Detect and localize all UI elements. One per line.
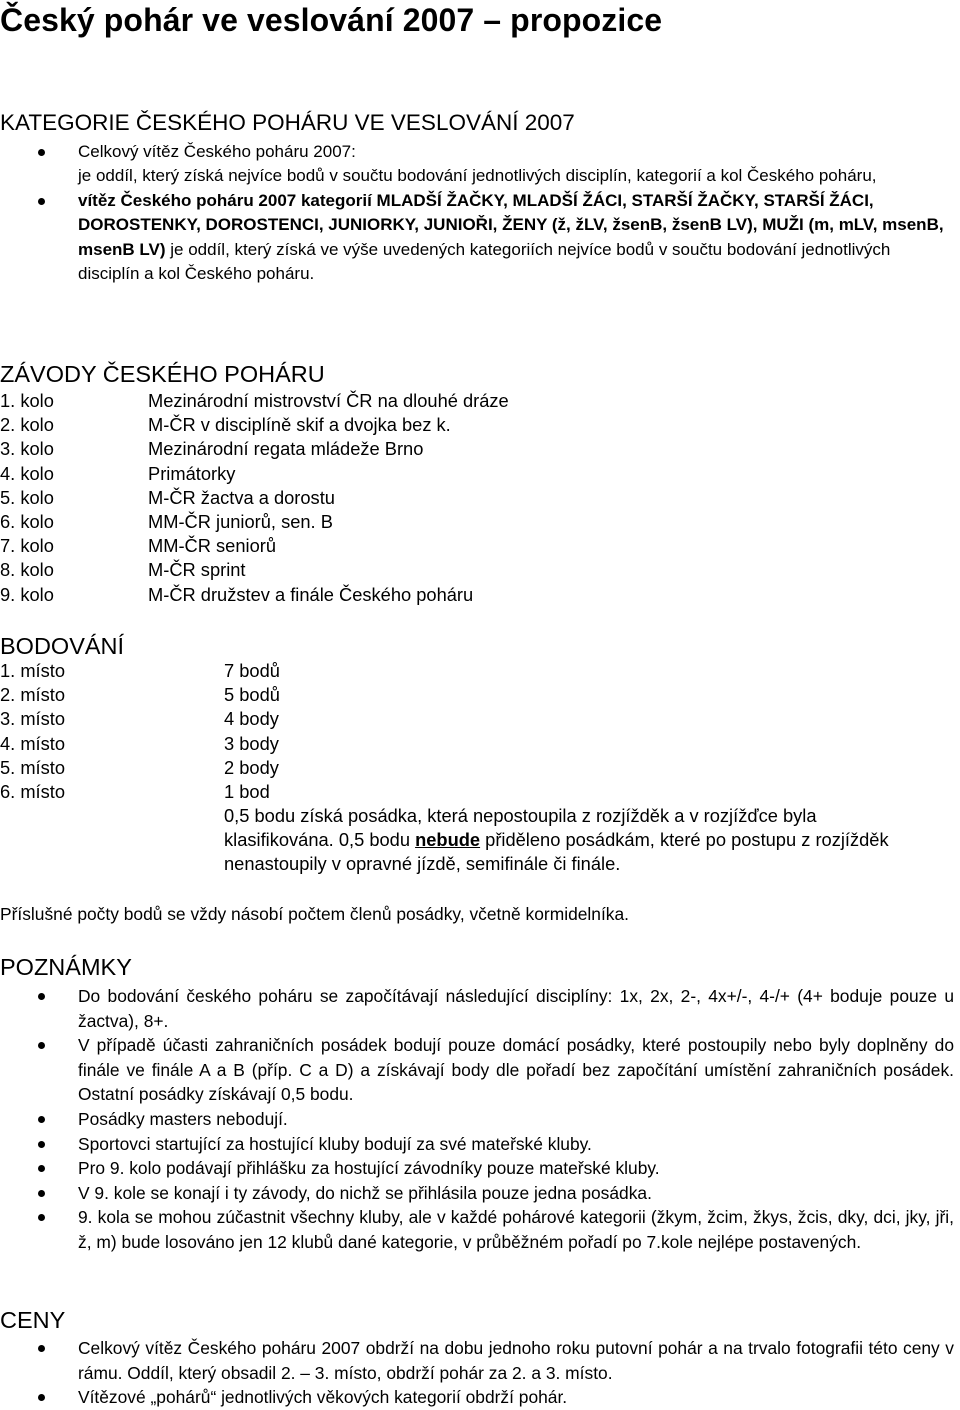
section-heading-poznamky: POZNÁMKY — [0, 954, 132, 980]
list-item — [0, 1181, 960, 1206]
place: 6. místo — [0, 780, 66, 802]
list-item — [0, 1336, 960, 1385]
round-number: 2. kolo — [0, 414, 54, 436]
list-item — [0, 1385, 960, 1410]
half-point-note — [224, 804, 924, 877]
points: 5 bodů — [224, 684, 280, 706]
place: 3. místo — [0, 708, 66, 730]
list-item — [0, 1132, 960, 1157]
bullet-icon — [38, 1042, 45, 1049]
bullet-icon — [38, 1165, 45, 1172]
bullet-icon — [38, 1214, 45, 1221]
ceny-list — [0, 1336, 960, 1410]
bullet-icon — [38, 993, 45, 1000]
bullet-icon — [38, 1345, 45, 1352]
note-item-text: Do bodování českého poháru se započítávají následující disciplíny: 1x, 2x, 2-, 4x+/-, 4-/+ (4+ boduje pouze u žactva), 8+. — [78, 986, 954, 1031]
points: 7 bodů — [224, 660, 280, 681]
list-item — [0, 1205, 960, 1254]
race-name: MM-ČR juniorů, sen. B — [148, 510, 333, 532]
prize-item-text: Vítězové „pohárů“ jednotlivých věkových kategorií obdrží pohár. — [78, 1387, 568, 1408]
points: 4 body — [224, 708, 279, 730]
round-number: 9. kolo — [0, 583, 54, 605]
section-heading-bodovani: BODOVÁNÍ — [0, 633, 125, 659]
place: 4. místo — [0, 732, 66, 754]
round-number: 6. kolo — [0, 510, 54, 532]
page-title: Český pohár ve veslování 2007 – propozice — [0, 2, 663, 38]
prize-item-text: Celkový vítěz Českého poháru 2007 obdrží na dobu jednoho roku putovní pohár a na trvalo fotografii této ceny v rámu. Oddíl, který obsadil 2. – 3. místo, obdrží pohár za 2. a 3. místo. — [78, 1338, 954, 1383]
list-item — [0, 984, 960, 1033]
section-heading-zavody: ZÁVODY ČESKÉHO POHÁRU — [0, 361, 325, 387]
multiply-rule: Příslušné počty bodů se vždy násobí počtem členů posádky, včetně kormidelníka. — [0, 904, 629, 924]
points: 2 body — [224, 756, 279, 778]
race-name: M-ČR družstev a finále Českého poháru — [148, 583, 474, 605]
bullet-icon — [38, 149, 45, 156]
overall-winner-title: Celkový vítěz Českého poháru 2007 — [78, 142, 352, 161]
race-name: Mezinárodní regata mládeže Brno — [148, 438, 424, 460]
note-item-text: Posádky masters nebodují. — [78, 1108, 288, 1129]
note-item-text: V případě účasti zahraničních posádek bodují pouze domácí posádky, které postoupily nebo byly doplněny do finále ve finále A a B (příp. C a D) a získávají body dle pořadí bez započítání umístění zahraničních posádek. Ostatní posádky získávají 0,5 bodu. — [78, 1035, 954, 1105]
round-number: 7. kolo — [0, 535, 54, 557]
list-item — [0, 189, 960, 287]
place: 5. místo — [0, 756, 66, 778]
note-text-2: přiděleno posádkám, které po postupu z rozjížděk nenastoupily v opravné jízdě, semifinále či finále. — [224, 829, 889, 875]
bullet-icon — [38, 198, 45, 205]
bullet-icon — [38, 1116, 45, 1123]
section-heading-kategorie: KATEGORIE ČESKÉHO POHÁRU VE VESLOVÁNÍ 2007 — [0, 110, 575, 135]
place: 2. místo — [0, 684, 66, 706]
race-name: Primátorky — [148, 462, 236, 484]
note-underlined-word: nebude — [415, 829, 481, 851]
points: 3 body — [224, 732, 279, 754]
section-heading-ceny: CENY — [0, 1307, 66, 1333]
list-item — [0, 1033, 960, 1107]
overall-winner-colon: : — [351, 142, 356, 161]
note-item-text: Pro 9. kolo podávají přihlášku za hostující závodníky pouze mateřské kluby. — [78, 1158, 660, 1179]
overall-winner-text: je oddíl, který získá nejvíce bodů v součtu bodování jednotlivých disciplín, kategorií a kol Českého poháru, — [78, 166, 877, 186]
kategorie-list — [0, 140, 960, 286]
bullet-icon — [38, 1190, 45, 1197]
note-text-1: 0,5 bodu získá posádka, která nepostoupila z rozjížděk a v rozjížďce byla klasifikována. 0,5 bodu — [224, 805, 817, 851]
round-number: 4. kolo — [0, 462, 54, 484]
race-name: M-ČR v disciplíně skif a dvojka bez k. — [148, 414, 451, 436]
round-number: 1. kolo — [0, 390, 54, 411]
bullet-icon — [38, 1394, 45, 1401]
race-name: MM-ČR seniorů — [148, 535, 276, 557]
place: 1. místo — [0, 660, 66, 681]
points: 1 bod — [224, 780, 270, 802]
list-item — [0, 1107, 960, 1132]
note-item-text: Sportovci startující za hostující kluby bodují za své mateřské kluby. — [78, 1133, 592, 1154]
category-winner-bold: vítěz Českého poháru 2007 kategorií MLADŠÍ ŽAČKY, MLADŠÍ ŽÁCI, STARŠÍ ŽAČKY, STARŠÍ ŽÁCI, DOROSTENKY, DOROSTENCI, JUNIORKY, JUNIOŘI, ŽENY (ž, žLV, žsenB, žsenB LV), MUŽI (m, mLV, msenB, msenB LV) — [78, 190, 944, 259]
round-number: 5. kolo — [0, 486, 54, 508]
list-item — [0, 140, 960, 189]
note-item-text: 9. kola se mohou zúčastnit všechny kluby, ale v každé pohárové kategorii (žkym, žcim, žkys, žcis, dky, dci, jky, jři, ž, m) bude losováno jen 12 klubů dané kategorie, v průběžném pořadí po 7.kole nejlépe postavených. — [78, 1207, 954, 1252]
poznamky-list — [0, 984, 960, 1255]
category-winner-text: je oddíl, který získá ve výše uvedených kategoriích nejvíce bodů v součtu bodování jednotlivých disciplín a kol Českého poháru. — [78, 239, 891, 284]
bullet-icon — [38, 1141, 45, 1148]
round-number: 3. kolo — [0, 438, 54, 460]
round-number: 8. kolo — [0, 559, 54, 581]
note-item-text: V 9. kole se konají i ty závody, do nichž se přihlásila pouze jedna posádka. — [78, 1182, 652, 1203]
race-name: M-ČR sprint — [148, 559, 246, 581]
list-item — [0, 1156, 960, 1181]
race-name: Mezinárodní mistrovství ČR na dlouhé dráze — [148, 390, 509, 411]
race-name: M-ČR žactva a dorostu — [148, 486, 335, 508]
